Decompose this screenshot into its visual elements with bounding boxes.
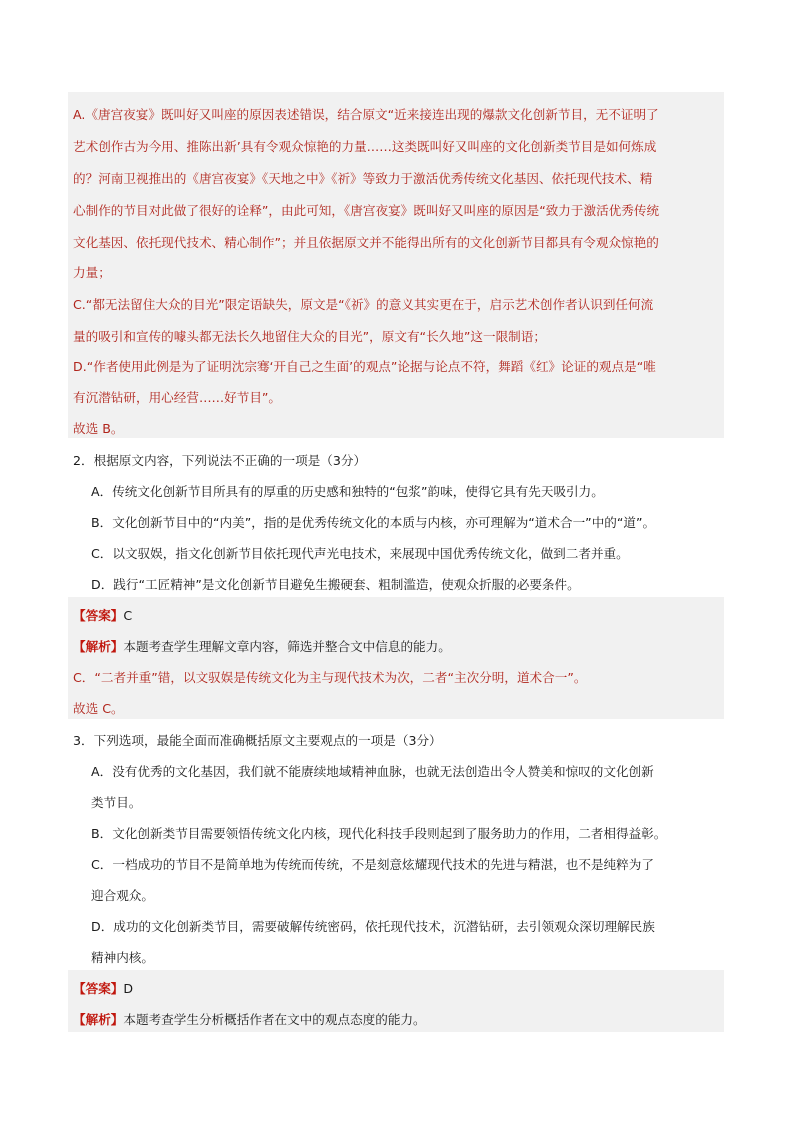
analysis-conclusion: 故选 B。: [73, 421, 124, 436]
analysis-d-line-2: 有沉潜钻研，用心经营……好节目”。: [73, 390, 282, 405]
q2-option-c: C．以文驭娱，指文化创新节目依托现代声光电技术，来展现中国优秀传统文化，做到二者并重。: [91, 546, 629, 561]
analysis-c-line-2: 量的吸引和宣传的噱头都无法长久地留住大众的目光”，原文有“长久地”这一限制语；: [73, 329, 546, 344]
q3-option-c-line-1: C．一档成功的节目不是简单地为传统而传统，不是刻意炫耀现代技术的先进与精湛，也不是纯粹为了: [91, 857, 654, 872]
analysis-a-line-3: 的？河南卫视推出的《唐宫夜宴》《天地之中》《祈》等致力于激活优秀传统文化基因、依托现代技术、精: [73, 171, 653, 186]
analysis-a-line-6: 力量；: [73, 265, 111, 280]
q3-option-d-line-1: D．成功的文化创新类节目，需要破解传统密码，依托现代技术，沉潜钻研，去引领观众深切理解民族: [91, 919, 655, 934]
q2-option-a: A．传统文化创新节目所具有的厚重的历史感和独特的“包浆”韵味，使得它具有先天吸引力。: [91, 484, 604, 499]
q2-analysis: [73, 636, 451, 655]
q3-option-a-line-1: A．没有优秀的文化基因，我们就不能赓续地域精神血脉，也就无法创造出令人赞美和惊叹的文化创新: [91, 764, 654, 779]
q2-answer-value: C: [123, 608, 133, 623]
analysis-a-line-5: 文化基因、依托现代技术、精心制作”；并且依据原文并不能得出所有的文化创新节目都具有令观众惊艳的: [73, 235, 659, 250]
q2-answer: [73, 605, 132, 624]
q3-option-a-line-2: 类节目。: [91, 795, 142, 810]
q3-option-b: B．文化创新类节目需要领悟传统文化内核，现代化科技手段则起到了服务助力的作用，二者相得益彰。: [91, 826, 667, 841]
q3-option-c-line-2: 迎合观众。: [91, 888, 154, 903]
q2-analysis-text: 本题考查学生理解文章内容，筛选并整合文中信息的能力。: [123, 639, 451, 654]
answer-tag: 【答案】: [73, 608, 124, 623]
q2-explain: C．“二者并重”错，以文驭娱是传统文化为主与现代技术为次，二者“主次分明，道术合一”。: [73, 670, 587, 685]
q3-stem: 3．下列选项，最能全面而准确概括原文主要观点的一项是（3分）: [73, 733, 442, 748]
q3-analysis: [73, 1009, 426, 1028]
q2-option-d: D．践行“工匠精神”是文化创新节目避免生搬硬套、粗制滥造，使观众折服的必要条件。: [91, 577, 580, 592]
q2-answer-block: [68, 597, 724, 719]
q2-conclusion: 故选 C。: [73, 701, 124, 716]
analysis-tag: 【解析】: [73, 1012, 124, 1027]
analysis-a-line-1: A.《唐宫夜宴》既叫好又叫座的原因表述错误，结合原文“近来接连出现的爆款文化创新节目，无不证明了: [73, 107, 659, 122]
q3-answer: [73, 978, 133, 997]
q2-stem: 2．根据原文内容，下列说法不正确的一项是（3分）: [73, 453, 367, 468]
q3-analysis-text: 本题考查学生分析概括作者在文中的观点态度的能力。: [123, 1012, 426, 1027]
q2-option-b: B．文化创新节目中的“内美”，指的是优秀传统文化的本质与内核，亦可理解为“道术合一”中的“道”。: [91, 515, 656, 530]
answer-tag: 【答案】: [73, 981, 124, 996]
analysis-a-line-4: 心制作的节目对此做了很好的诠释”，由此可知，《唐宫夜宴》既叫好又叫座的原因是“致力于激活优秀传统: [73, 203, 660, 218]
analysis-tag: 【解析】: [73, 639, 124, 654]
q3-answer-value: D: [123, 981, 134, 996]
analysis-a-line-2: 艺术创作古为今用、推陈出新’具有令观众惊艳的力量……这类既叫好又叫座的文化创新类节目是如何炼成: [73, 139, 657, 154]
analysis-c-line-1: C.“都无法留住大众的目光”限定语缺失，原文是“《祈》的意义其实更在于，启示艺术创作者认识到任何流: [73, 297, 654, 312]
analysis-d-line-1: D.“作者使用此例是为了证明沈宗骞‘开自己之生面’的观点”论据与论点不符，舞蹈《红》论证的观点是“唯: [73, 359, 656, 374]
q3-option-d-line-2: 精神内核。: [91, 950, 154, 965]
